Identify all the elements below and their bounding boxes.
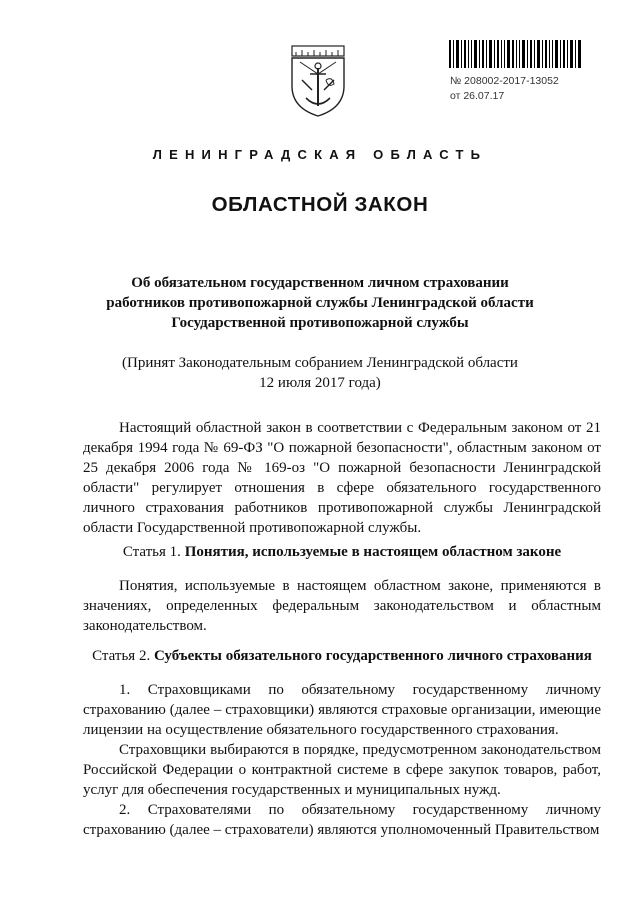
- article-2-paragraph: Страховщики выбираются в порядке, предусмотренном законодательством Российской Федерации о контрактной системе в сфере закупок товаров, работ, услуг для обеспечения государственных и муниципальных нужд.: [83, 742, 601, 798]
- article-1-prefix: Статья 1.: [122, 544, 181, 560]
- article-2-body: [83, 680, 601, 840]
- law-title-line: работников противопожарной службы Ленинградской области: [106, 295, 534, 311]
- law-title-line: Государственной противопожарной службы: [171, 315, 469, 331]
- coat-of-arms-icon: [288, 44, 348, 118]
- document-type-heading: ОБЛАСТНОЙ ЗАКОН: [211, 193, 429, 216]
- barcode-icon: [449, 40, 581, 68]
- article-2-title: Субъекты обязательного государственного личного страхования: [153, 648, 592, 664]
- region-heading: ЛЕНИНГРАДСКАЯ ОБЛАСТЬ: [152, 147, 488, 162]
- article-1-heading: [83, 542, 601, 562]
- adoption-line: (Принят Законодательным собранием Ленинградской области: [122, 355, 518, 371]
- article-1-paragraph: Понятия, используемые в настоящем областном законе, применяются в значениях, определенных федеральным законодательством и областным законодательством.: [83, 578, 601, 634]
- adoption-line: 12 июля 2017 года): [259, 375, 381, 391]
- preamble-text: Настоящий областной закон в соответствии с Федеральным законом от 21 декабря 1994 года № 69-ФЗ "О пожарной безопасности", областным законом от 25 декабря 2006 года № 169-оз "О пожарной безопасности Ленинградской области" регулирует отношения в сфере обязательного государственного личного страхования работников противопожарной службы Ленинградской области Государственной противопожарной службы.: [83, 420, 601, 536]
- article-2-prefix: Статья 2.: [92, 648, 151, 664]
- article-2-paragraph: 2. Страхователями по обязательному государственному личному страхованию (далее – страхователи) являются уполномоченный Правительством: [83, 802, 601, 838]
- law-title-line: Об обязательном государственном личном страховании: [131, 275, 509, 291]
- adoption-note: [90, 353, 550, 393]
- article-1-body: [83, 576, 601, 636]
- article-1-title: Понятия, используемые в настоящем областном законе: [184, 544, 562, 560]
- law-title: [90, 273, 550, 333]
- article-2-paragraph: 1. Страховщиками по обязательному государственному личному страхованию (далее – страховщики) являются страховые организации, имеющие лицензии на осуществление обязательного государственного страхования.: [83, 682, 601, 738]
- article-2-heading: [83, 646, 601, 666]
- preamble-paragraph: [83, 418, 601, 538]
- registration-number: № 208002-2017-13052: [450, 75, 559, 87]
- registration-date: от 26.07.17: [450, 90, 505, 102]
